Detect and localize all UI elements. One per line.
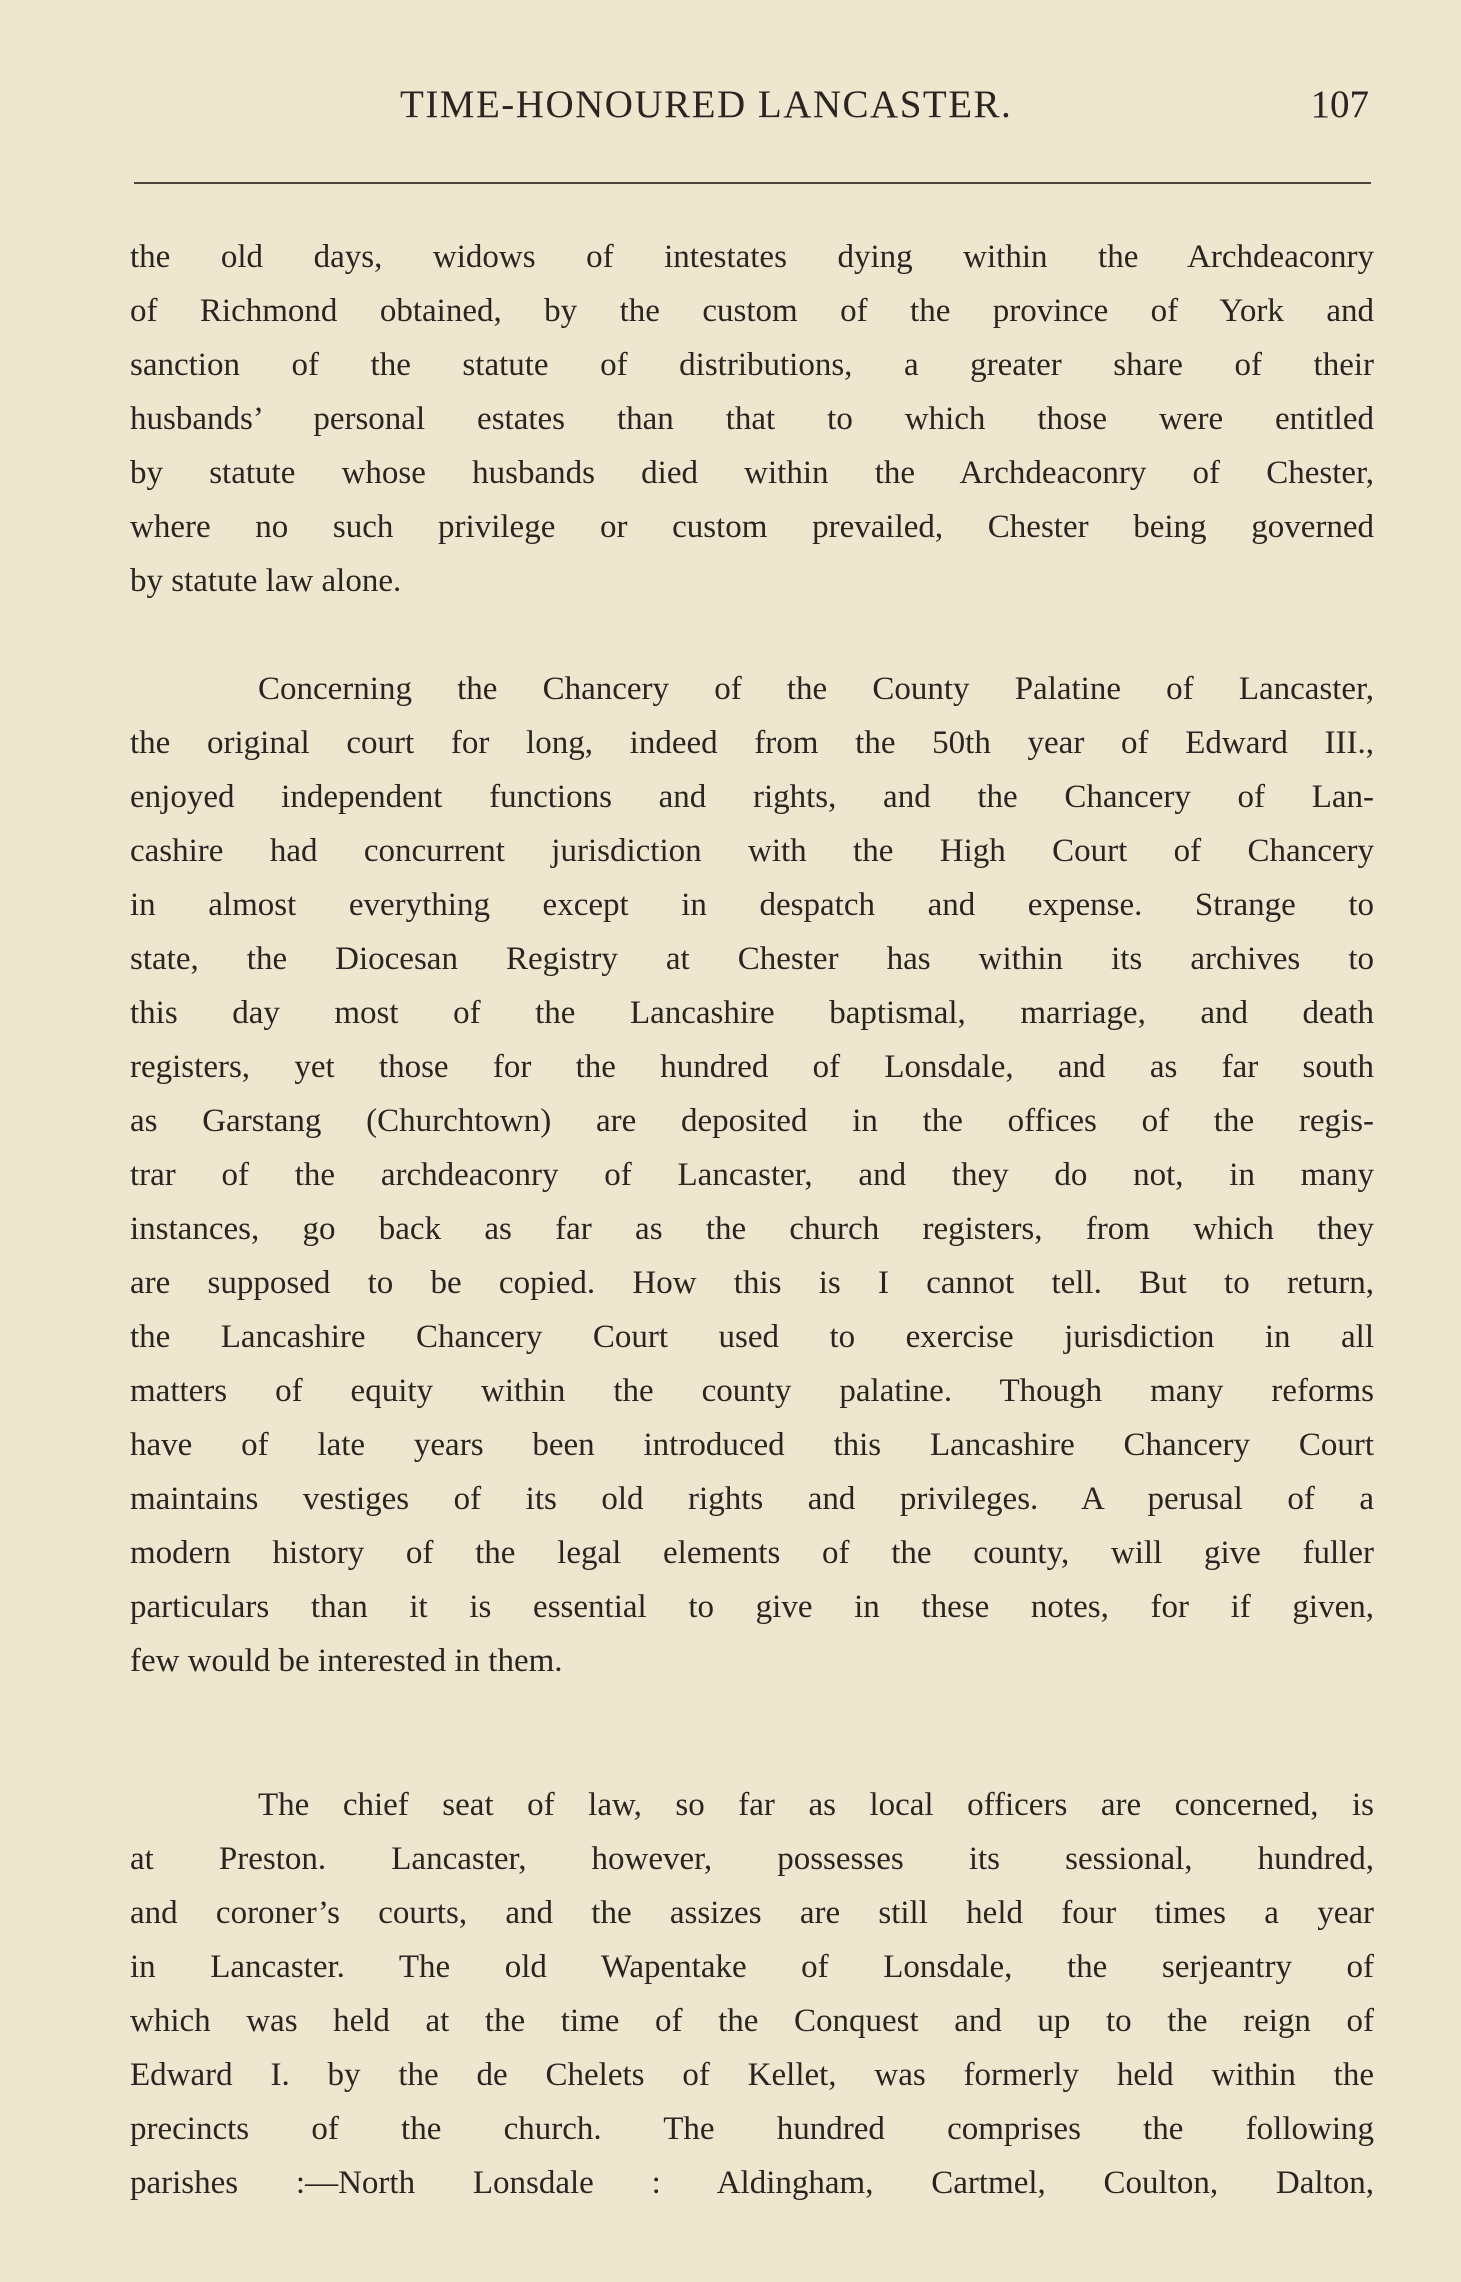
text-line: by statute whose husbands died within the Archdeaconry of Chester,	[130, 455, 1374, 491]
text-line: Concerning the Chancery of the County Palatine of Lancaster,	[258, 671, 1374, 707]
text-line: the original court for long, indeed from the 50th year of Edward III.,	[130, 725, 1374, 761]
text-line: by statute law alone.	[130, 563, 402, 599]
text-line: and coroner’s courts, and the assizes are still held four times a year	[130, 1895, 1374, 1931]
text-line: where no such privilege or custom prevailed, Chester being governed	[130, 509, 1374, 545]
text-line: in Lancaster. The old Wapentake of Lonsdale, the serjeantry of	[130, 1949, 1374, 1985]
text-line: The chief seat of law, so far as local officers are concerned, is	[258, 1787, 1374, 1823]
text-line: this day most of the Lancashire baptismal, marriage, and death	[130, 995, 1374, 1031]
text-line: of Richmond obtained, by the custom of the province of York and	[130, 293, 1374, 329]
text-line: at Preston. Lancaster, however, possesses its sessional, hundred,	[130, 1841, 1374, 1877]
text-line: few would be interested in them.	[130, 1643, 563, 1679]
header-rule	[134, 182, 1371, 184]
text-line: modern history of the legal elements of the county, will give fuller	[130, 1535, 1374, 1571]
body-text	[130, 230, 1374, 2210]
paragraph-1	[130, 230, 1374, 608]
text-line: have of late years been introduced this Lancashire Chancery Court	[130, 1427, 1374, 1463]
text-line: state, the Diocesan Registry at Chester has within its archives to	[130, 941, 1374, 977]
page-number: 107	[1310, 83, 1369, 126]
text-line: in almost everything except in despatch and expense. Strange to	[130, 887, 1374, 923]
text-line: the old days, widows of intestates dying within the Archdeaconry	[130, 239, 1374, 275]
text-line: Edward I. by the de Chelets of Kellet, was formerly held within the	[130, 2057, 1374, 2093]
paragraph-2	[130, 662, 1374, 1688]
text-line: as Garstang (Churchtown) are deposited in the offices of the regis-	[130, 1103, 1374, 1139]
text-line: are supposed to be copied. How this is I cannot tell. But to return,	[130, 1265, 1374, 1301]
text-line: matters of equity within the county palatine. Though many reforms	[130, 1373, 1374, 1409]
text-line: trar of the archdeaconry of Lancaster, and they do not, in many	[130, 1157, 1374, 1193]
text-line: cashire had concurrent jurisdiction with the High Court of Chancery	[130, 833, 1374, 869]
text-line: enjoyed independent functions and rights, and the Chancery of Lan-	[130, 779, 1374, 815]
paragraph-3	[130, 1778, 1374, 2210]
text-line: which was held at the time of the Conquest and up to the reign of	[130, 2003, 1374, 2039]
text-line: husbands’ personal estates than that to which those were entitled	[130, 401, 1374, 437]
text-line: maintains vestiges of its old rights and privileges. A perusal of a	[130, 1481, 1374, 1517]
text-line: precincts of the church. The hundred comprises the following	[130, 2111, 1374, 2147]
running-head	[0, 82, 1461, 142]
text-line: instances, go back as far as the church registers, from which they	[130, 1211, 1374, 1247]
text-line: registers, yet those for the hundred of Lonsdale, and as far south	[130, 1049, 1374, 1085]
text-line: the Lancashire Chancery Court used to exercise jurisdiction in all	[130, 1319, 1374, 1355]
text-line: sanction of the statute of distributions, a greater share of their	[130, 347, 1374, 383]
running-title: TIME-HONOURED LANCASTER.	[400, 83, 1013, 126]
text-line: particulars than it is essential to give in these notes, for if given,	[130, 1589, 1374, 1625]
text-line: parishes :—North Lonsdale : Aldingham, Cartmel, Coulton, Dalton,	[130, 2165, 1374, 2201]
